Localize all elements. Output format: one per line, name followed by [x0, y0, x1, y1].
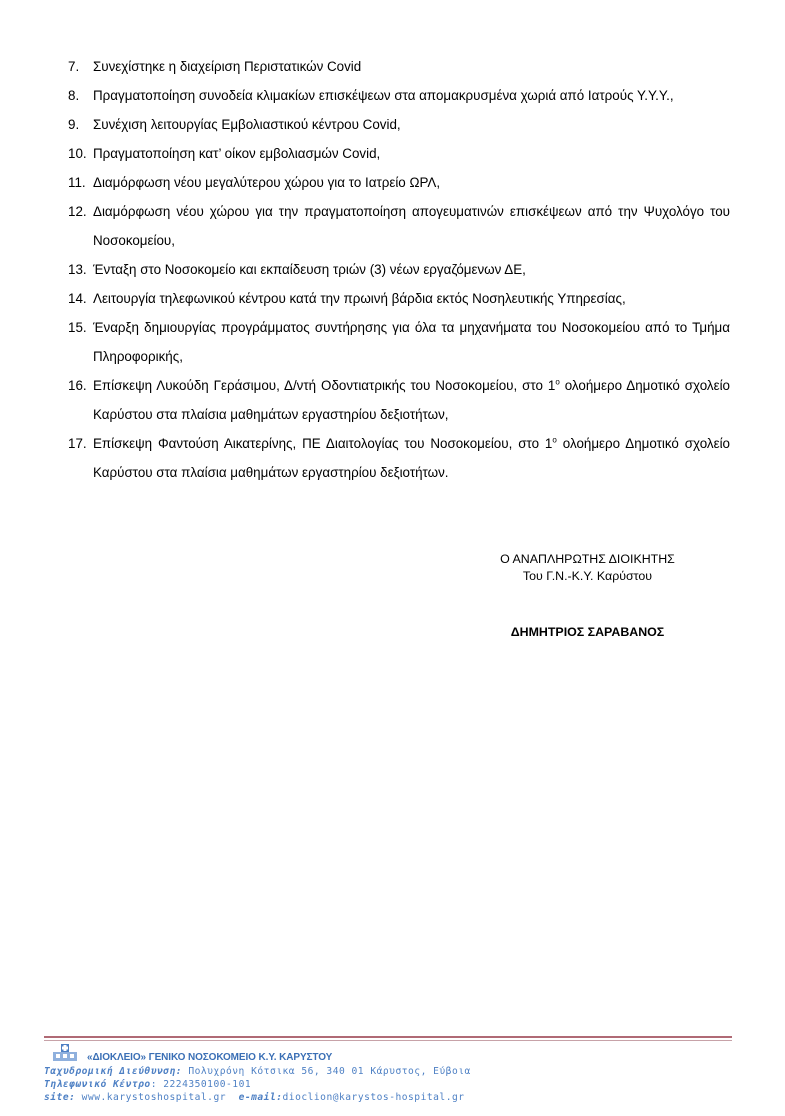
list-item — [68, 284, 730, 313]
item-text: Έναρξη δημιουργίας προγράμματος συντήρησης για όλα τα μηχανήματα του Νοσοκομείου από το Τμήμα Πληροφορικής, — [93, 320, 730, 364]
item-text: Πραγματοποίηση κατ’ οίκον εμβολιασμών Covid, — [93, 146, 381, 161]
list-item — [68, 313, 730, 371]
item-number: 16. — [68, 378, 87, 393]
footer-address: Ταχυδρομική Διεύθυνση: Πολυχρόνη Κότσικα 56, 340 01 Κάρυστος, Εύβοια — [44, 1066, 471, 1077]
item-text: Διαμόρφωση νέου χώρου για την πραγματοποίηση απογευματινών επισκέψεων από την Ψυχολόγο του Νοσοκομείου, — [93, 204, 730, 248]
list-item — [68, 168, 730, 197]
signature-title — [470, 551, 705, 585]
footer-phone: Τηλεφωνικό Κέντρο: 2224350100-101 — [44, 1079, 252, 1090]
item-text: Επίσκεψη Φαντούση Αικατερίνης, ΠΕ Διαιτολογίας του Νοσοκομείου, στο $1^o$ ολοήμερο Δημοτικό σχολείο Καρύστου στα πλαίσια μαθημάτων εργαστηρίου δεξιοτήτων. — [93, 435, 730, 480]
item-number: 11. — [68, 175, 86, 190]
footer-rule — [44, 1036, 732, 1038]
item-text: Συνέχιση λειτουργίας Εμβολιαστικού κέντρου Covid, — [93, 117, 401, 132]
item-number: 15. — [68, 320, 87, 335]
list-item — [68, 81, 730, 110]
email-link[interactable]: dioclion@karystos-hospital.gr — [282, 1092, 465, 1103]
item-text: Επίσκεψη Λυκούδη Γεράσιμου, Δ/ντή Οδοντιατρικής του Νοσοκομείου, στο $1^o$ ολοήμερο Δημοτικό σχολείο Καρύστου στα πλαίσια μαθημάτων εργαστηρίου δεξιοτήτων, — [93, 377, 730, 422]
list-item — [68, 255, 730, 284]
item-number: 14. — [68, 291, 87, 306]
list-item — [68, 197, 730, 255]
item-number: 10. — [68, 146, 87, 161]
item-number: 9. — [68, 117, 80, 132]
list-item — [68, 52, 730, 81]
hospital-cross-logo-icon — [51, 1043, 79, 1063]
item-text: Πραγματοποίηση συνοδεία κλιμακίων επισκέψεων στα απομακρυσμένα χωριά από Ιατρούς Υ.Υ.Υ., — [93, 88, 674, 103]
list-item — [68, 371, 730, 429]
signature-organization: Του Γ.Ν.-Κ.Υ. Καρύστου — [522, 569, 653, 583]
list-item — [68, 110, 730, 139]
item-number: 13. — [68, 262, 87, 277]
item-text: Λειτουργία τηλεφωνικού κέντρου κατά την πρωινή βάρδια εκτός Νοσηλευτικής Υπηρεσίας, — [93, 291, 626, 306]
item-text: Διαμόρφωση νέου μεγαλύτερου χώρου για το Ιατρείο ΩΡΛ, — [93, 175, 441, 190]
item-number: 8. — [68, 88, 80, 103]
footer-contact: site: www.karystoshospital.gr e-mail:dioclion@karystos-hospital.gr — [44, 1092, 465, 1103]
activity-list — [68, 52, 730, 487]
website-link[interactable]: www.karystoshospital.gr — [75, 1092, 227, 1103]
list-item — [68, 429, 730, 487]
signature-role: Ο ΑΝΑΠΛΗΡΩΤΗΣ ΔΙΟΙΚΗΤΗΣ — [500, 552, 675, 566]
list-item — [68, 139, 730, 168]
item-text: Ένταξη στο Νοσοκομείο και εκπαίδευση τριών (3) νέων εργαζόμενων ΔΕ, — [93, 262, 526, 277]
hospital-name: «ΔΙΟΚΛΕΙΟ» ΓΕΝΙΚΟ ΝΟΣΟΚΟΜΕΙΟ Κ.Υ. ΚΑΡΥΣΤΟΥ — [87, 1052, 333, 1063]
signature-name: ΔΗΜΗΤΡΙΟΣ ΣΑΡΑΒΑΝΟΣ — [510, 625, 665, 639]
item-text: Συνεχίστηκε η διαχείριση Περιστατικών Covid — [93, 59, 362, 74]
footer-rule-thin — [44, 1040, 732, 1041]
item-number: 12. — [68, 204, 87, 219]
item-number: 17. — [68, 436, 87, 451]
item-number: 7. — [68, 59, 80, 74]
